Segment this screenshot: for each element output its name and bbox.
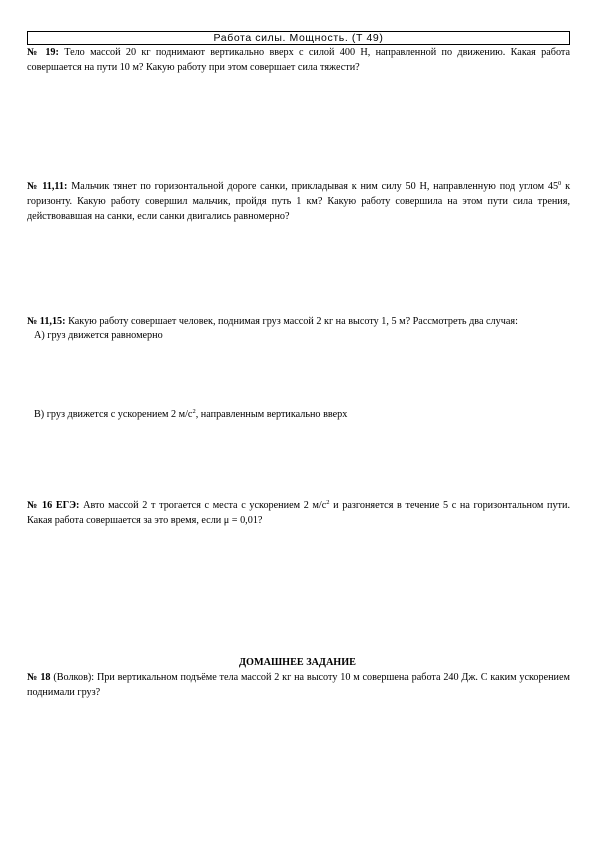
problem-19 [27,45,570,75]
problem-text-continued: к горизонту. Какую работу совершил мальчик, пройдя путь 1 км? Какую работу совершила на этом пути сила трения, действовавшая на санки, если санки двигались равномерно? [27,181,571,222]
problem-number: № 11,15: [27,316,66,327]
problem-11-11 [27,179,570,224]
problem-text: Тело массой 20 кг поднимают вертикально вверх с силой 400 Н, направленной по движению. Какая работа совершается на пути 10 м? Какую работу при этом совершает сила тяжести? [27,47,571,73]
case-b-text: B) груз движется с ускорением 2 м/с [34,409,193,420]
worksheet-title: Работа силы. Мощность. (Т 49) [27,31,570,45]
problem-text: Какую работу совершает человек, поднимая груз массой 2 кг на высоту 1, 5 м? Рассмотреть два случая: [68,316,518,327]
case-b-text-continued: , направленным вертикально вверх [195,409,348,420]
homework-heading: ДОМАШНЕЕ ЗАДАНИЕ [239,657,356,668]
problem-11-15-case-b [34,408,347,422]
problem-text-continued: и разгоняется в течение 5 с на горизонтальном пути. Какая работа совершается за это время, если μ = 0,01? [27,500,570,526]
problem-text: При вертикальном подъёме тела массой 2 кг на высоту 10 м совершена работа 240 Дж. С каким ускорением поднимали груз? [27,672,570,698]
problem-16-ege [27,498,570,528]
squared-superscript: 2 [192,408,196,415]
problem-number: № 19: [27,47,59,58]
problem-11-15-case-a: А) груз движется равномерно [34,330,163,341]
homework-problem-18 [27,670,570,700]
problem-11-15 [27,314,570,329]
degree-superscript: 0 [558,180,562,187]
problem-text: Авто массой 2 т трогается с места с ускорением 2 м/с [79,500,327,511]
problem-number: № 11,11: [27,181,68,192]
problem-source: (Волков): [50,672,97,683]
squared-superscript: 2 [326,499,330,506]
problem-number: № 18 [27,672,51,683]
problem-text: Мальчик тянет по горизонтальной дороге санки, прикладывая к ним силу 50 Н, направленную под углом 45 [71,181,559,192]
problem-number: № 16 ЕГЭ: [27,500,80,511]
